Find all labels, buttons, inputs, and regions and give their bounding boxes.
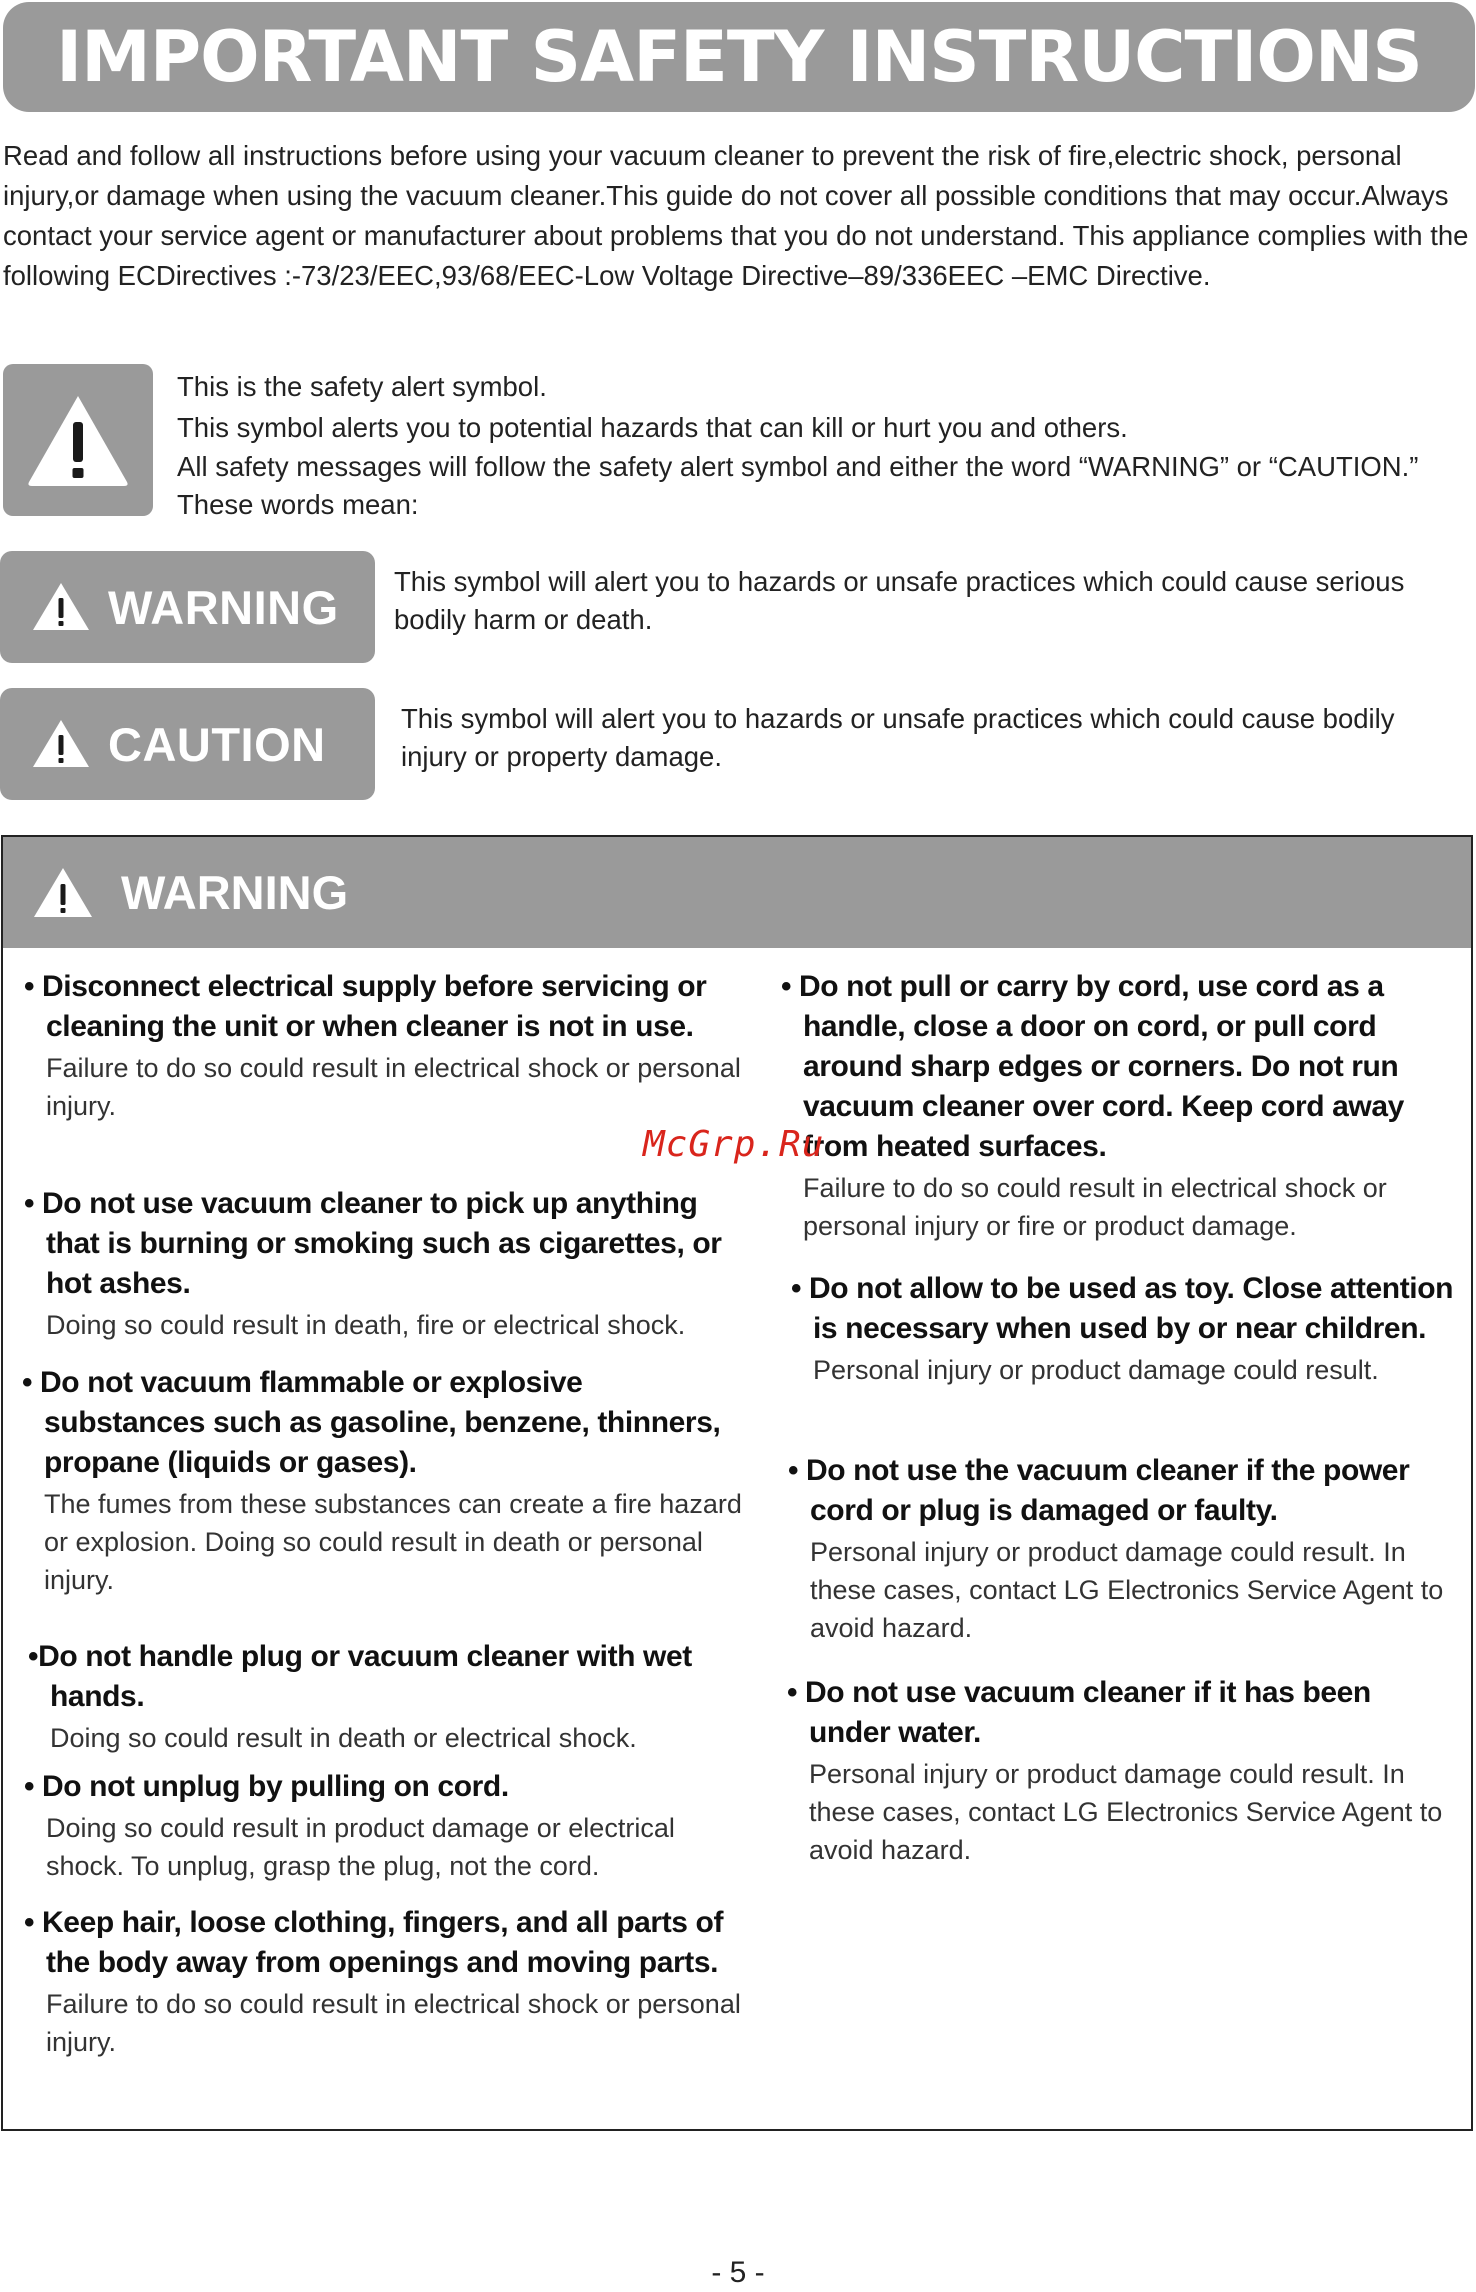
warning-item bbox=[24, 1767, 750, 1885]
warning-panel-header bbox=[3, 837, 1471, 948]
warning-item-description: Failure to do so could result in electrical shock or personal injury. bbox=[46, 1989, 741, 2057]
warning-item bbox=[791, 1269, 1457, 1389]
title-banner bbox=[3, 2, 1475, 112]
caution-definition: This symbol will alert you to hazards or unsafe practices which could cause bodily injury or property damage. bbox=[401, 703, 1395, 772]
warning-definition: This symbol will alert you to hazards or unsafe practices which could cause serious bodily harm or death. bbox=[394, 566, 1405, 635]
warning-item bbox=[24, 1184, 750, 1344]
warning-item bbox=[28, 1637, 750, 1757]
warning-item bbox=[787, 1673, 1457, 1869]
warning-item-description: Failure to do so could result in electrical shock or personal injury or fire or product damage. bbox=[803, 1173, 1387, 1241]
warning-item-description: Doing so could result in product damage or electrical shock. To unplug, grasp the plug, not the cord. bbox=[46, 1813, 675, 1881]
warning-item-heading: • Do not unplug by pulling on cord. bbox=[24, 1770, 509, 1803]
alert-line-2: This symbol alerts you to potential hazards that can kill or hurt you and others. bbox=[177, 412, 1128, 443]
warning-item-heading: • Do not vacuum flammable or explosive substances such as gasoline, benzene, thinners, propane (liquids or gases). bbox=[22, 1366, 721, 1479]
warning-item-description: Doing so could result in death or electrical shock. bbox=[50, 1723, 637, 1753]
warning-item-heading: • Do not allow to be used as toy. Close attention is necessary when used by or near children. bbox=[791, 1272, 1454, 1345]
warning-item bbox=[781, 967, 1457, 1245]
watermark: McGrp.Ru bbox=[643, 1124, 825, 1165]
caution-badge-label: CAUTION bbox=[108, 717, 326, 771]
warning-panel bbox=[1, 835, 1473, 2131]
page-title: IMPORTANT SAFETY INSTRUCTIONS bbox=[56, 16, 1422, 98]
warning-badge-label: WARNING bbox=[108, 580, 339, 634]
safety-alert-explanation bbox=[177, 366, 1472, 524]
warning-triangle-icon bbox=[31, 865, 95, 921]
warning-item-heading: • Disconnect electrical supply before servicing or cleaning the unit or when cleaner is not in use. bbox=[24, 970, 707, 1043]
warning-item-description: Failure to do so could result in electrical shock or personal injury. bbox=[46, 1053, 741, 1121]
alert-line-1: This is the safety alert symbol. bbox=[177, 371, 547, 402]
warning-triangle-icon bbox=[25, 392, 131, 488]
page-number: - 5 - bbox=[711, 2256, 765, 2289]
warning-panel-title: WARNING bbox=[121, 866, 349, 919]
warning-item-heading: • Do not use vacuum cleaner if it has been under water. bbox=[787, 1676, 1371, 1749]
warning-item-heading: • Do not pull or carry by cord, use cord as a handle, close a door on cord, or pull cord around sharp edges or corners. Do not run vacuum cleaner over cord. Keep cord away from heated surfaces. bbox=[781, 970, 1404, 1163]
warning-item bbox=[24, 1903, 750, 2061]
warning-item-description: The fumes from these substances can create a fire hazard or explosion. Doing so could result in death or personal injury. bbox=[44, 1489, 742, 1595]
warning-item-heading: • Do not use the vacuum cleaner if the power cord or plug is damaged or faulty. bbox=[788, 1454, 1410, 1527]
safety-alert-symbol-box bbox=[3, 364, 153, 516]
caution-badge bbox=[0, 688, 375, 800]
warning-item bbox=[24, 967, 750, 1125]
warning-badge bbox=[0, 551, 375, 663]
warning-item bbox=[788, 1451, 1458, 1647]
warning-item-heading: •Do not handle plug or vacuum cleaner with wet hands. bbox=[28, 1640, 692, 1713]
warning-triangle-icon bbox=[30, 580, 92, 634]
intro-paragraph: Read and follow all instructions before using your vacuum cleaner to prevent the risk of fire,electric shock, personal injury,or damage when using the vacuum cleaner.This guide do not cover all possible conditions that may occur.Always contact your service agent or manufacturer about problems that you do not understand. This appliance complies with the following ECDirectives :-73/23/EEC,93/68/EEC-Low Voltage Directive–89/336EEC –EMC Directive. bbox=[3, 140, 1469, 291]
warning-item-description: Personal injury or product damage could result. In these cases, contact LG Electronics Service Agent to avoid hazard. bbox=[809, 1759, 1443, 1865]
warning-item-description: Doing so could result in death, fire or electrical shock. bbox=[46, 1310, 686, 1340]
alert-line-3: All safety messages will follow the safety alert symbol and either the word “WARNING” or “CAUTION.” These words mean: bbox=[177, 451, 1419, 520]
warning-item bbox=[22, 1363, 750, 1599]
warning-triangle-icon bbox=[30, 717, 92, 771]
warning-item-heading: • Do not use vacuum cleaner to pick up anything that is burning or smoking such as cigarettes, or hot ashes. bbox=[24, 1187, 722, 1300]
warning-item-description: Personal injury or product damage could result. In these cases, contact LG Electronics Service Agent to avoid hazard. bbox=[810, 1537, 1444, 1643]
warning-item-heading: • Keep hair, loose clothing, fingers, and all parts of the body away from openings and moving parts. bbox=[24, 1906, 724, 1979]
warning-item-description: Personal injury or product damage could result. bbox=[813, 1355, 1379, 1385]
